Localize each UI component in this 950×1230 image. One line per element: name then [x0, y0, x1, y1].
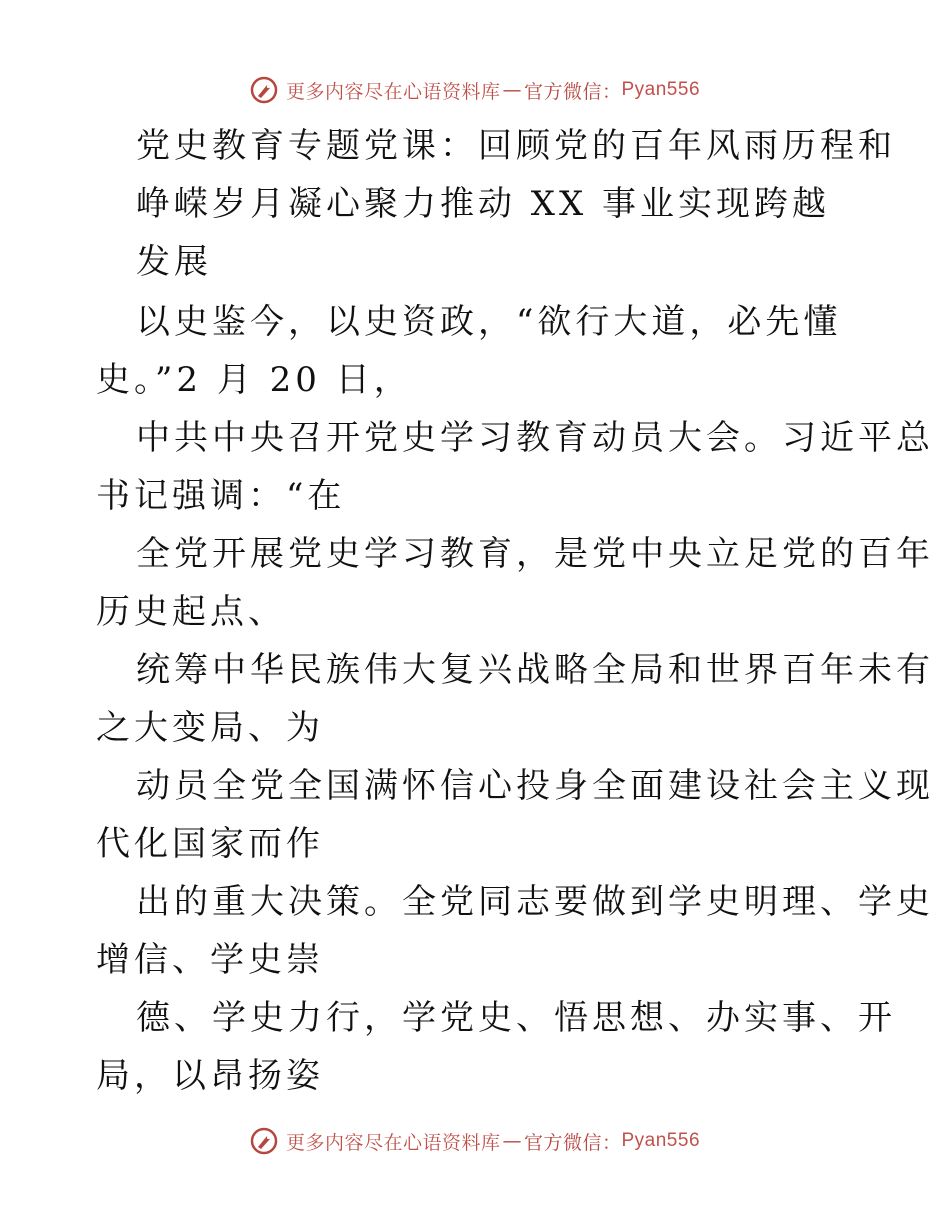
- body-line: 统筹中华民族伟大复兴战略全局和世界百年未有: [136, 650, 934, 690]
- body-line: 德、学史力行，学党史、悟思想、办实事、开: [136, 998, 896, 1038]
- footer-watermark: [0, 1121, 950, 1161]
- body-line: 历史起点、: [96, 592, 286, 632]
- header-watermark: [0, 70, 950, 110]
- watermark-site-text: 更多内容尽在心语资料库: [285, 80, 501, 103]
- body-line: 史。”2 月 20 日，: [96, 360, 412, 400]
- body-line: 中共中央召开党史学习教育动员大会。习近平总: [136, 418, 934, 458]
- pen-nib-logo-icon: [250, 1127, 278, 1155]
- body-line: 以史鉴今，以史资政，“欲行大道，必先懂: [136, 302, 842, 342]
- watermark-separator: —: [502, 79, 522, 101]
- watermark-wechat-label: 官方微信：: [523, 80, 622, 103]
- pen-nib-logo-icon: [250, 76, 278, 104]
- watermark-site-text: 更多内容尽在心语资料库: [285, 1131, 501, 1154]
- body-line: 书记强调：“在: [96, 476, 346, 516]
- watermark-wechat-label: 官方微信：: [523, 1131, 622, 1154]
- title-line: 峥嵘岁月凝心聚力推动 XX 事业实现跨越: [136, 184, 831, 224]
- body-line: 全党开展党史学习教育，是党中央立足党的百年: [136, 534, 934, 574]
- title-line: 发展: [136, 242, 212, 282]
- title-line: 党史教育专题党课：回顾党的百年风雨历程和: [136, 126, 896, 166]
- body-line: 代化国家而作: [96, 824, 324, 864]
- watermark-wechat-handle: Pyan556: [621, 1130, 701, 1151]
- watermark-wechat-handle: Pyan556: [621, 79, 701, 100]
- body-line: 动员全党全国满怀信心投身全面建设社会主义现: [136, 766, 934, 806]
- watermark-separator: —: [502, 1130, 522, 1152]
- body-line: 增信、学史崇: [96, 940, 324, 980]
- body-line: 之大变局、为: [96, 708, 324, 748]
- body-line: 出的重大决策。全党同志要做到学史明理、学史: [136, 882, 934, 922]
- body-line: 局，以昂扬姿: [96, 1056, 324, 1096]
